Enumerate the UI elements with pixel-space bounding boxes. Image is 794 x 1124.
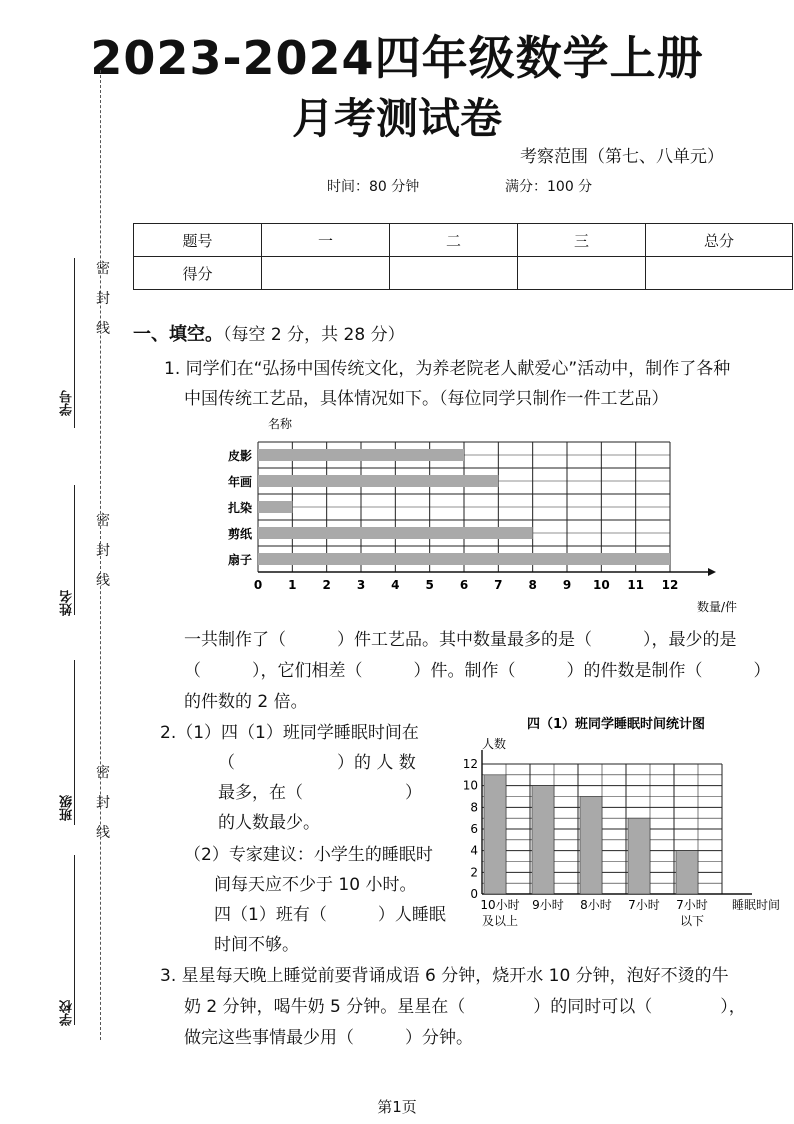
score-cell: 三 [518, 224, 646, 257]
chart1-category-label: 年画 [227, 475, 252, 489]
chart2-category-labels [480, 897, 707, 928]
chart1-x-tick: 1 [288, 578, 297, 592]
crafts-bar-chart [210, 412, 770, 617]
chart1-x-tick: 12 [661, 578, 679, 592]
q2-line8: 时间不够。 [214, 935, 299, 955]
seal-char: 封 [96, 795, 110, 811]
chart1-x-tick: 3 [356, 578, 366, 592]
chart2-category-label: 9小时 [532, 898, 564, 912]
section-heading [133, 320, 405, 346]
chart2-y-tick: 10 [462, 778, 478, 793]
chart1-x-tick: 4 [391, 578, 400, 592]
score-input-cell[interactable] [390, 257, 518, 290]
chart1-category-labels [227, 448, 253, 567]
q2-line3: 最多，在（ ） [218, 783, 422, 803]
seal-char: 密 [96, 765, 110, 781]
name-label: 姓名 [60, 590, 75, 616]
chart1-x-tick: 7 [494, 578, 503, 592]
student-id-label: 学号 [60, 390, 75, 416]
chart2-category-label: 7小时 [628, 898, 660, 912]
q1-text-line2: 中国传统工艺品，具体情况如下。（每位同学只制作一件工艺品） [184, 389, 669, 409]
q2-line5: （2）专家建议：小学生的睡眠时 [184, 845, 433, 865]
chart2-bar [532, 786, 554, 894]
chart2-bars [484, 775, 698, 894]
chart1-x-tick: 11 [627, 578, 645, 592]
seal-mark-group [93, 762, 113, 842]
seal-char: 线 [96, 321, 110, 337]
q3-line1: 3. 星星每天晚上睡觉前要背诵成语 6 分钟，烧开水 10 分钟，泡好不烫的牛 [160, 966, 729, 986]
section-title: 一、填空。 [133, 324, 223, 345]
chart1-y-axis-label: 名称 [268, 417, 293, 431]
chart2-y-tick: 2 [470, 865, 478, 880]
seal-char: 线 [96, 573, 110, 589]
score-cell: 二 [390, 224, 518, 257]
q1-answer-line1: 一共制作了（ ）件工艺品。其中数量最多的是（ ），最少的是 [184, 630, 737, 650]
score-table-header-row [134, 224, 793, 257]
seal-char: 线 [96, 825, 110, 841]
chart1-category-label: 扇子 [227, 553, 252, 567]
score-table-score-row [134, 257, 793, 290]
chart1-x-tick-labels [254, 578, 679, 592]
chart1-x-tick: 5 [425, 578, 434, 592]
chart1-bar [258, 475, 498, 487]
q2-line1: 2.（1）四（1）班同学睡眠时间在 [160, 723, 419, 743]
chart1-bar [258, 527, 533, 539]
chart2-category-label: 8小时 [580, 898, 612, 912]
chart1-bar [258, 501, 292, 513]
seal-char: 封 [96, 543, 110, 559]
chart2-bar [676, 851, 698, 894]
chart2-x-axis-label: 睡眠时间 [732, 898, 781, 912]
chart2-bar [580, 797, 602, 895]
class-label: 班级 [60, 795, 75, 821]
seal-char: 密 [96, 261, 110, 277]
exam-time: 时间：80 分钟 [327, 179, 420, 195]
chart2-y-tick: 8 [470, 800, 478, 815]
score-cell: 题号 [134, 224, 262, 257]
q2-line6: 间每天应不少于 10 小时。 [214, 875, 417, 895]
q2-line4: 的人数最少。 [218, 813, 320, 833]
chart2-grid [482, 750, 752, 894]
school-label: 学校 [60, 1000, 75, 1026]
chart2-category-label: 及以上 [481, 914, 519, 928]
score-input-cell[interactable] [646, 257, 793, 290]
seal-char: 封 [96, 291, 110, 307]
seal-mark-group [93, 258, 113, 338]
chart1-x-axis-label: 数量/件 [697, 600, 738, 614]
q2-line7: 四（1）班有（ ）人睡眠 [214, 905, 446, 925]
chart1-axis-arrow [708, 568, 716, 576]
page-number: 第1页 [377, 1098, 417, 1116]
q1-text-line1: 1. 同学们在“弘扬中国传统文化，为养老院老人献爱心”活动中，制作了各种 [164, 359, 731, 379]
title-line2: 月考测试卷 [291, 94, 502, 143]
chart2-category-label: 10小时 [480, 898, 520, 912]
full-score: 满分：100 分 [505, 179, 593, 195]
chart2-bar [484, 775, 506, 894]
chart2-y-tick: 0 [470, 887, 478, 901]
chart1-x-tick: 2 [322, 578, 331, 592]
chart2-y-axis-label: 人数 [482, 737, 507, 751]
chart1-category-label: 皮影 [227, 449, 252, 463]
score-cell: 总分 [646, 224, 793, 257]
chart1-x-tick: 6 [459, 578, 469, 592]
title-line1: 2023-2024四年级数学上册 [90, 31, 704, 85]
q1-answer-line2: （ ），它们相差（ ）件。制作（ ）的件数是制作（ ） [184, 661, 771, 681]
chart1-x-tick: 9 [562, 578, 572, 592]
chart2-title: 四（1）班同学睡眠时间统计图 [526, 717, 706, 732]
chart2-y-tick: 12 [462, 757, 478, 771]
q2-line2: （ ）的 人 数 [218, 753, 416, 773]
sleep-bar-chart [452, 712, 794, 934]
chart2-y-tick: 4 [470, 843, 478, 858]
chart1-x-tick: 8 [528, 578, 537, 592]
chart2-category-label: 以下 [679, 914, 705, 928]
score-table [133, 223, 793, 290]
chart2-bar [628, 818, 650, 894]
chart1-category-label: 剪纸 [227, 527, 252, 541]
chart1-x-tick: 0 [253, 578, 263, 592]
chart2-y-tick: 6 [470, 822, 478, 836]
exam-scope: 考察范围（第七、八单元） [520, 147, 724, 167]
seal-mark-group [93, 510, 113, 590]
chart1-bar [258, 553, 670, 565]
q1-answer-line3: 的件数的 2 倍。 [184, 692, 308, 712]
section-note: （每空 2 分，共 28 分） [223, 325, 405, 345]
seal-char: 密 [96, 513, 110, 529]
chart2-y-tick-labels [463, 757, 478, 901]
q3-line2: 奶 2 分钟，喝牛奶 5 分钟。星星在（ ）的同时可以（ ）， [184, 997, 746, 1017]
chart1-bar [258, 449, 464, 461]
score-input-cell[interactable] [518, 257, 646, 290]
chart2-category-label: 7小时 [676, 898, 708, 912]
chart1-category-label: 扎染 [227, 501, 252, 515]
q3-line3: 做完这些事情最少用（ ）分钟。 [184, 1028, 473, 1048]
chart1-x-tick: 10 [592, 578, 610, 592]
score-cell: 一 [262, 224, 390, 257]
score-row-label: 得分 [134, 257, 262, 290]
score-input-cell[interactable] [262, 257, 390, 290]
